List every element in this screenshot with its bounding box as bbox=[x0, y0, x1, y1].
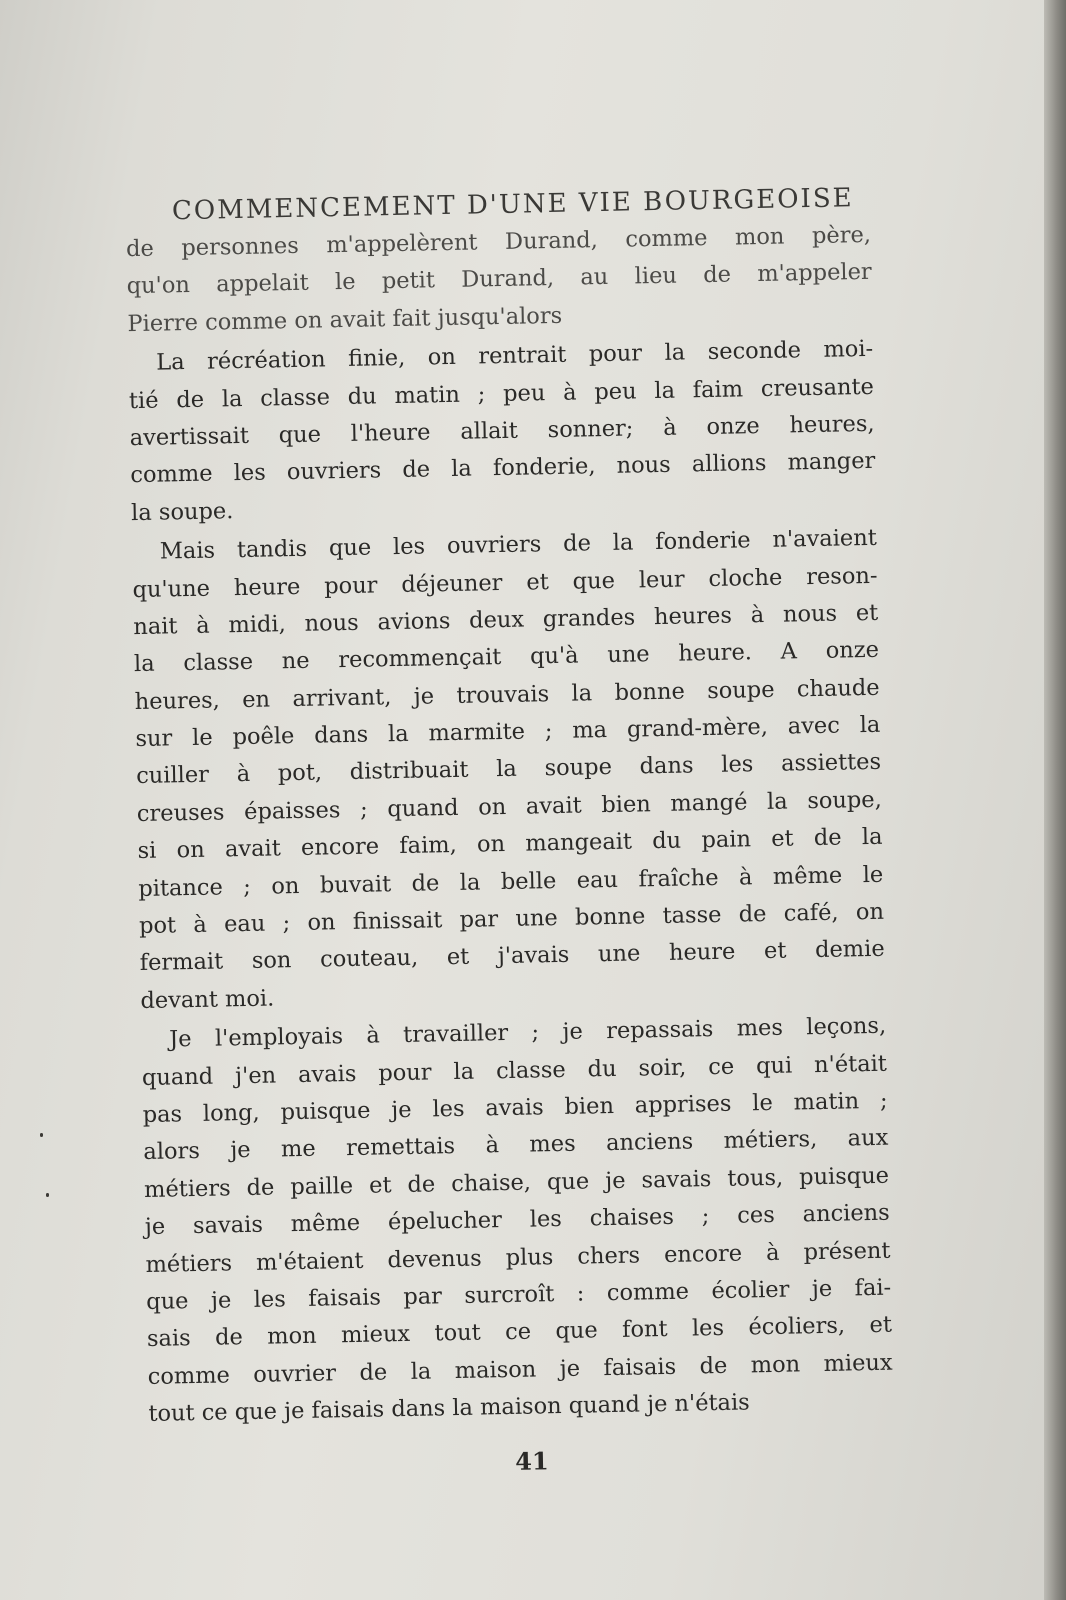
text-line: quand j'en avais pour la classe du soir, ce qui n'était bbox=[141, 1050, 888, 1091]
text-line: pitance ; on buvait de la belle eau fraîche à même le bbox=[138, 861, 884, 902]
text-line: tié de la classe du matin ; peu à peu la faim creusante bbox=[128, 373, 875, 414]
text-line: qu'on appelait le petit Durand, au lieu de m'appeler bbox=[126, 259, 872, 300]
text-line: pas long, puisque je les avais bien apprises le matin ; bbox=[142, 1087, 888, 1128]
page-number: 41 bbox=[514, 1445, 549, 1476]
text-line: devant moi. bbox=[140, 985, 275, 1014]
text-line: La récréation finie, on rentrait pour la seconde moi- bbox=[156, 335, 874, 376]
text-block bbox=[125, 183, 895, 1483]
text-line: si on avait encore faim, on mangeait du pain et de la bbox=[137, 823, 883, 865]
paper-speck bbox=[40, 1133, 43, 1137]
text-line: je savais même épelucher les chaises ; ces anciens bbox=[144, 1199, 890, 1241]
text-line: avertissait que l'heure allait sonner; à onze heures, bbox=[129, 410, 875, 452]
text-line: métiers de paille et de chaise, que je savais tous, puisque bbox=[143, 1162, 890, 1203]
text-line: qu'une heure pour déjeuner et que leur cloche reson- bbox=[132, 562, 878, 603]
text-line: alors je me remettais à mes anciens métiers, aux bbox=[143, 1125, 889, 1166]
text-line: cuiller à pot, distribuait la soupe dans les assiettes bbox=[135, 749, 882, 790]
text-line: Pierre comme on avait fait jusqu'alors bbox=[127, 302, 563, 337]
text-line: sur le poêle dans la marmite ; ma grand-mère, avec la bbox=[135, 711, 881, 753]
text-line: Mais tandis que les ouvriers de la fonderie n'avaient bbox=[159, 524, 877, 565]
text-line: creuses épaisses ; quand on avait bien mangé la soupe, bbox=[136, 786, 883, 827]
text-line: comme ouvrier de la maison je faisais de mon mieux bbox=[147, 1349, 893, 1390]
body-text bbox=[126, 217, 894, 1436]
paper-speck bbox=[46, 1193, 49, 1197]
text-line: que je les faisais par surcroît : comme écolier je fai- bbox=[146, 1274, 892, 1315]
paragraph bbox=[126, 217, 873, 343]
text-line: de personnes m'appelèrent Durand, comme mon père, bbox=[125, 221, 872, 263]
book-spine-shadow bbox=[1044, 0, 1066, 1600]
paragraph bbox=[132, 520, 886, 1020]
paragraph bbox=[141, 1008, 894, 1434]
text-line: métiers m'étaient devenus plus chers encore à présent bbox=[145, 1237, 891, 1278]
text-line: pot à eau ; on finissait par une bonne tasse de café, on bbox=[138, 898, 885, 940]
text-line: fermait son couteau, et j'avais une heure et demie bbox=[139, 936, 885, 977]
text-line: nait à midi, nous avions deux grandes heures à nous et bbox=[133, 599, 879, 640]
running-head: COMMENCEMENT D'UNE VIE BOURGEOISE bbox=[171, 183, 854, 227]
text-line: Je l'employais à travailler ; je repassais mes leçons, bbox=[169, 1012, 887, 1053]
text-line: tout ce que je faisais dans la maison quand je n'étais bbox=[148, 1389, 750, 1428]
text-line: sais de mon mieux tout ce que font les écoliers, et bbox=[146, 1311, 893, 1353]
text-line: la soupe. bbox=[130, 497, 234, 526]
text-line: heures, en arrivant, je trouvais la bonne soupe chaude bbox=[134, 674, 880, 715]
paragraph bbox=[128, 331, 876, 532]
text-line: la classe ne recommençait qu'à une heure. A onze bbox=[133, 637, 880, 678]
text-line: comme les ouvriers de la fonderie, nous allions manger bbox=[130, 448, 876, 489]
